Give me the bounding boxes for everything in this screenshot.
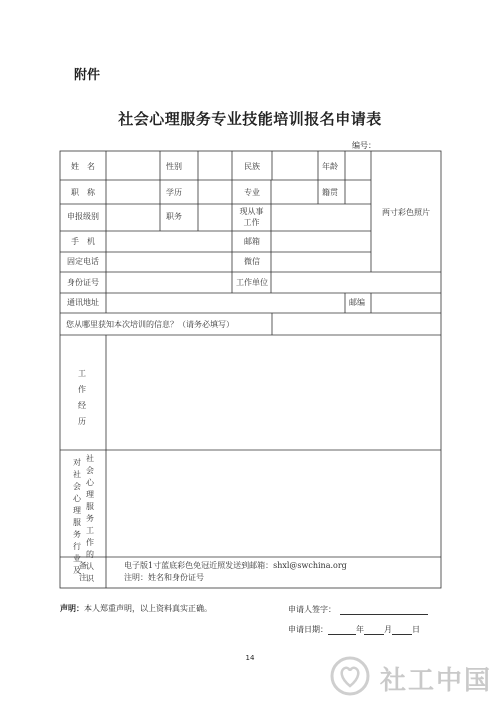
label-mobile: 手 机 — [71, 237, 95, 246]
signature-blank[interactable] — [340, 614, 428, 615]
day-label: 日 — [412, 625, 420, 634]
remarks-naming-instruction: 注明：姓名和身份证号 — [124, 573, 204, 582]
year-blank[interactable] — [328, 634, 356, 635]
remarks-email-instruction: 电子版1寸蓝底彩色免冠近照发送到邮箱：shxl@swchina.org — [124, 561, 347, 570]
label-email: 邮箱 — [244, 237, 260, 246]
photo-placeholder-label: 两寸彩色照片 — [382, 208, 430, 217]
label-landline: 固定电话 — [67, 257, 99, 266]
declaration-label: 声明： — [60, 604, 84, 613]
label-position: 职务 — [166, 212, 182, 221]
label-name: 姓 名 — [71, 162, 95, 171]
label-remarks-2: 注 — [79, 573, 87, 582]
signature-line — [288, 604, 428, 615]
label-gender: 性别 — [166, 162, 182, 171]
label-current-work-1: 现从事 — [239, 207, 264, 216]
label-education: 学历 — [166, 188, 182, 197]
label-wechat: 微信 — [244, 257, 260, 266]
month-blank[interactable] — [364, 634, 384, 635]
page-number: 14 — [245, 654, 255, 662]
day-blank[interactable] — [392, 634, 412, 635]
declaration — [60, 603, 212, 614]
label-level: 申报级别 — [67, 212, 99, 221]
form-title: 社会心理服务专业技能培训报名申请表 — [118, 110, 382, 128]
label-info-source: 您从哪里获知本次培训的信息？（请务必填写） — [66, 320, 234, 329]
watermark-heart-icon — [330, 656, 370, 696]
declaration-text: 本人郑重声明，以上资料真实正确。 — [84, 604, 212, 613]
label-major: 专业 — [244, 188, 260, 197]
attachment-label: 附件 — [74, 68, 101, 83]
label-understanding-col2: 对 社 会 心 理 服 务 行 业 及 — [73, 458, 81, 575]
serial-number-label: 编号： — [352, 141, 376, 150]
label-employer: 工作单位 — [236, 278, 268, 287]
date-line — [288, 624, 420, 635]
label-current-work-2: 工作 — [243, 218, 260, 227]
label-understanding-col1: 社 会 心 理 服 务 工 作 的 认 识 — [86, 454, 94, 583]
label-age: 年龄 — [322, 162, 338, 171]
label-work-history: 工 作 经 历 — [78, 369, 86, 426]
label-address: 通讯地址 — [67, 298, 99, 307]
month-label: 月 — [384, 625, 392, 634]
signature-label: 申请人签字： — [288, 605, 336, 614]
label-id-number: 身份证号 — [67, 278, 99, 287]
label-ethnicity: 民族 — [244, 162, 260, 171]
label-job-title: 职 称 — [71, 188, 95, 197]
label-remarks-1: 备 — [79, 561, 87, 570]
date-label: 申请日期： — [288, 625, 328, 634]
label-native-place: 籍贯 — [322, 188, 338, 197]
label-zip: 邮编 — [349, 298, 365, 307]
year-label: 年 — [356, 625, 364, 634]
watermark-text: 社工中国 — [380, 666, 493, 696]
